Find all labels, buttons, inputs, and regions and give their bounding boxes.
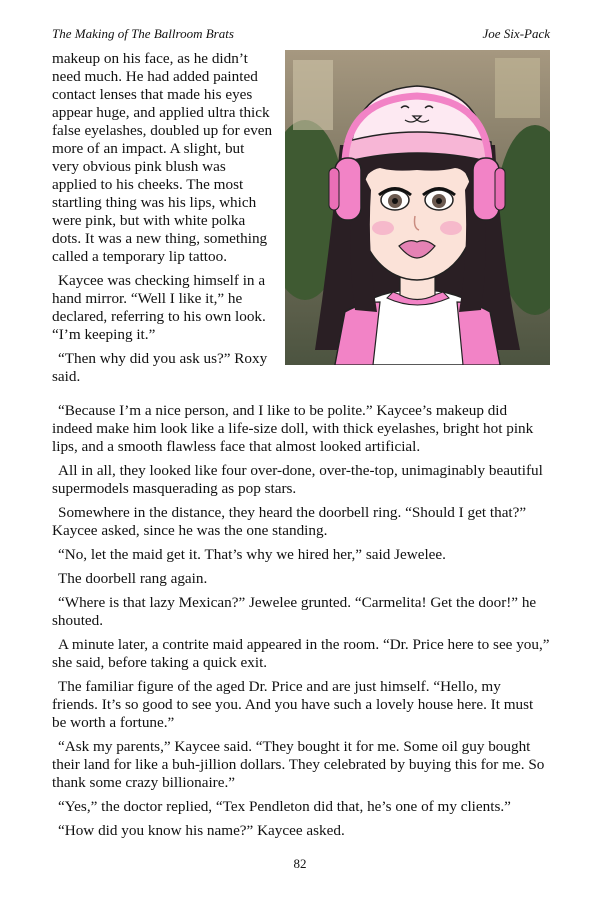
top-text-column — [52, 50, 274, 386]
paragraph: A minute later, a contrite maid appeared in the room. “Dr. Price here to see you,” she said, before taking a quick exit. — [52, 636, 550, 671]
paragraph: “Because I’m a nice person, and I like to be polite.” Kaycee’s makeup did indeed make him look like a life-size doll, with thick eyelashes, bright hot pink lips, and a smooth flawless face that almost looked artificial. — [52, 402, 534, 455]
paragraph: “No, let the maid get it. That’s why we hired her,” said Jewelee. — [58, 546, 446, 563]
author-name: Joe Six-Pack — [482, 26, 550, 41]
cartoon-girl-with-headphones-image — [285, 50, 550, 365]
page-number: 82 — [293, 856, 307, 871]
character-illustration — [285, 50, 550, 365]
full-width-text — [52, 402, 550, 840]
blush-left — [372, 221, 394, 235]
paragraph: The doorbell rang again. — [58, 570, 208, 587]
running-header — [52, 26, 550, 44]
paragraph: “Then why did you ask us?” Roxy said. — [52, 350, 268, 385]
window-glow — [495, 58, 540, 118]
paragraph: “Where is that lazy Mexican?” Jewelee grunted. “Carmelita! Get the door!” he shouted. — [52, 594, 537, 629]
paragraph: “Yes,” the doctor replied, “Tex Pendleton did that, he’s one of my clients.” — [58, 798, 511, 815]
paragraph: makeup on his face, as he didn’t need much. He had added painted contact lenses that made his eyes appear huge, and applied ultra thick false eyelashes, doubled up for even more of an impact. A slight, but very obvious pink blush was applied to his cheeks. The most startling thing was his lips, which were pink, but with white polka dots. It was a new thing, something called a temporary lip tattoo. — [52, 50, 273, 265]
paragraph: Somewhere in the distance, they heard the doorbell ring. “Should I get that?” Kaycee asked, since he was the one standing. — [52, 504, 527, 539]
paragraph: “How did you know his name?” Kaycee asked. — [58, 822, 345, 839]
paragraph: The familiar figure of the aged Dr. Price and are just himself. “Hello, my friends. It’s so good to see you. And you have such a lovely house here. It must be worth a fortune.” — [52, 678, 534, 731]
paragraph: Kaycee was checking himself in a hand mirror. “Well I like it,” he declared, referring to his own look. “I’m keeping it.” — [52, 272, 266, 343]
paragraph: “Ask my parents,” Kaycee said. “They bought it for me. Some oil guy bought their land for like a buh-jillion dollars. They celebrated by buying this for me. So thank some crazy billionaire.” — [52, 738, 545, 791]
window-glow — [293, 60, 333, 130]
paragraph: All in all, they looked like four over-done, over-the-top, unimaginably beautiful supermodels masquerading as pop stars. — [52, 462, 543, 497]
book-title: The Making of The Ballroom Brats — [52, 26, 234, 41]
blush-right — [440, 221, 462, 235]
